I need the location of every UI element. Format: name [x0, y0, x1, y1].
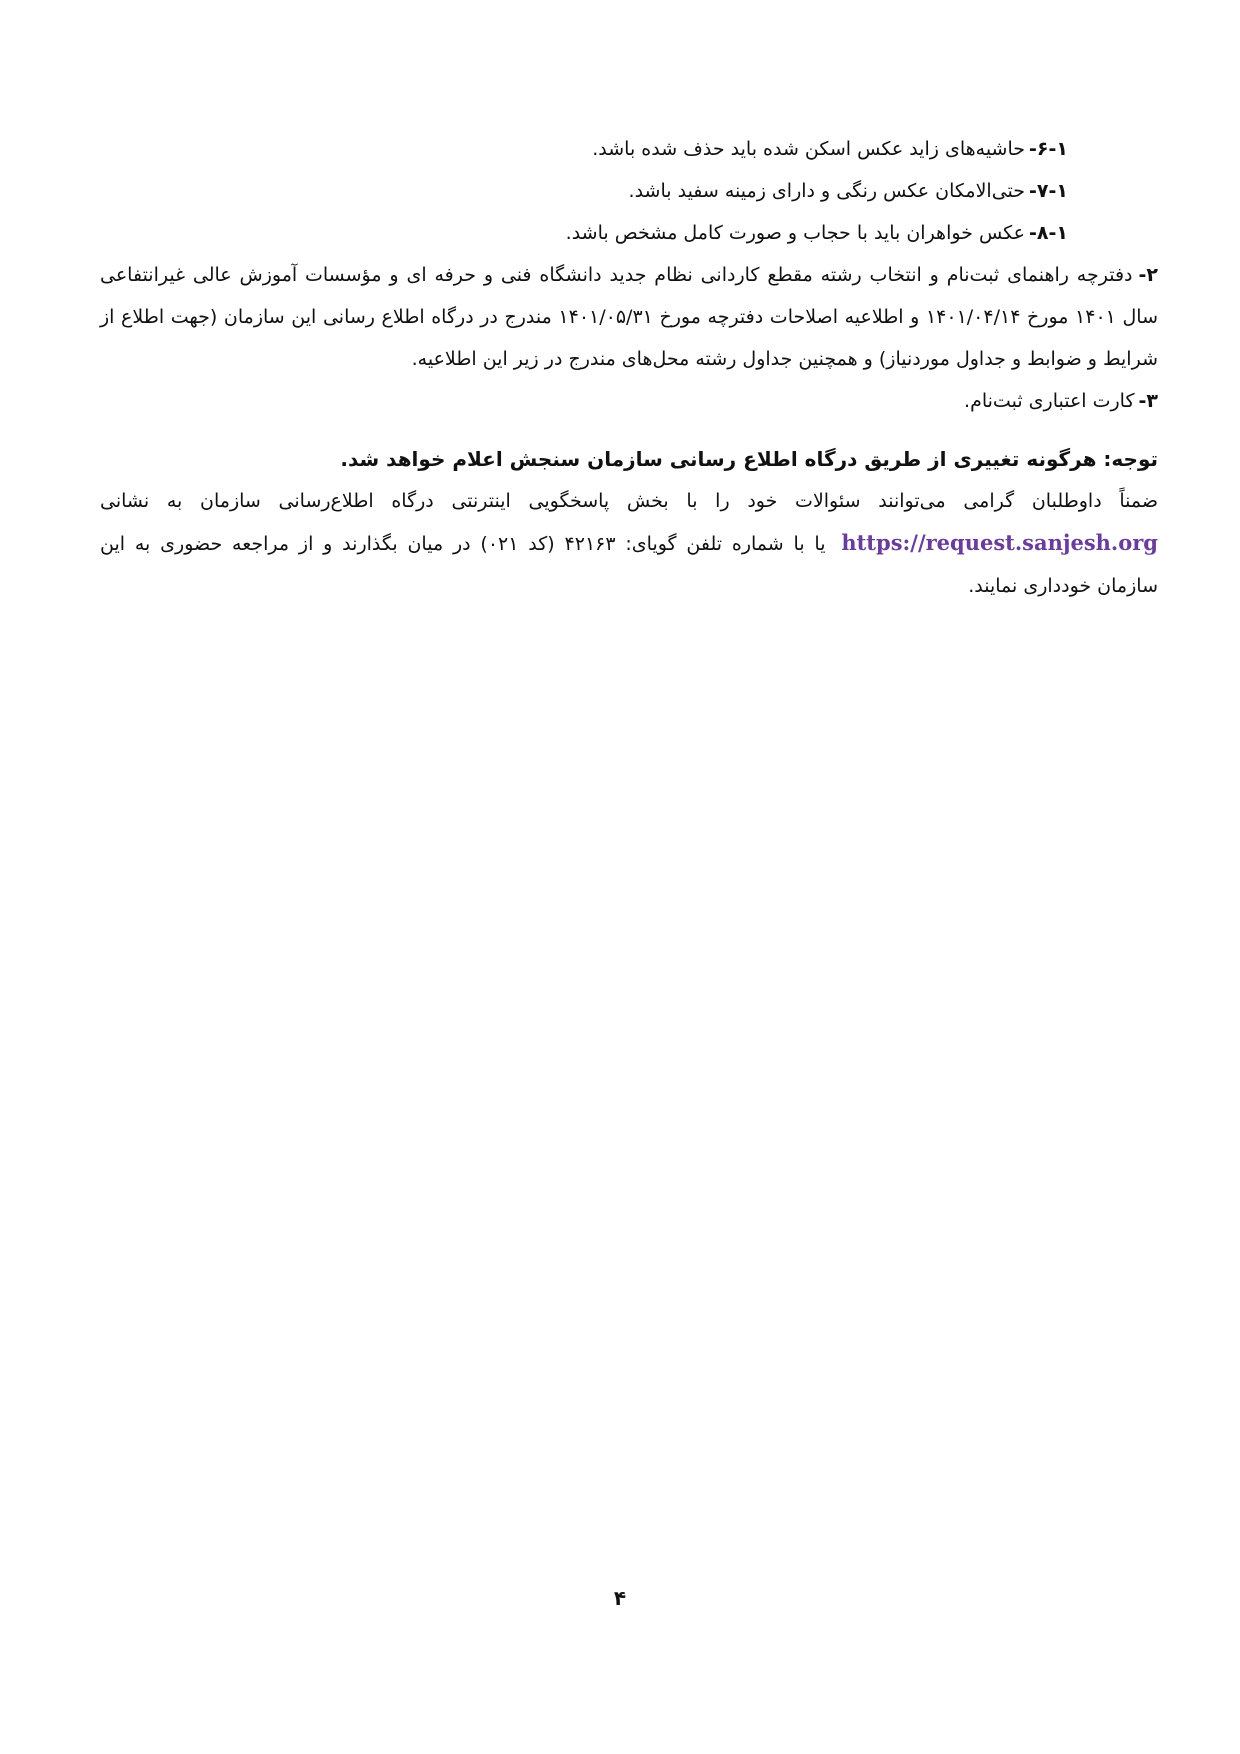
- list-item-1-6: [100, 128, 1158, 170]
- list-item-1-8: [100, 212, 1158, 254]
- item-text: عکس خواهران باید با حجاب و صورت کامل مشخص باشد.: [565, 222, 1026, 244]
- document-body: [100, 128, 1158, 607]
- page-number: ۴: [613, 1586, 627, 1610]
- item-text: حاشیه‌های زاید عکس اسکن شده باید حذف شده باشد.: [592, 138, 1026, 160]
- item-number: ۲-: [1138, 264, 1158, 286]
- contact-text-before: ضمناً داوطلبان گرامی می‌توانند سئوالات خود را با بخش پاسخگویی اینترنتی درگاه اطلاع‌رسانی سازمان به نشانی: [100, 490, 1158, 512]
- contact-paragraph: [100, 480, 1158, 607]
- item-text: دفترچه راهنمای ثبت‌نام و انتخاب رشته مقطع کاردانی نظام جدید دانشگاه فنی و حرفه ای و مؤسسات آموزش عالی غیرانتفاعی سال ۱۴۰۱ مورخ ۱۴۰۱/۰۴/۱۴ و اطلاعیه اصلاحات دفترچه مورخ ۱۴۰۱/۰۵/۳۱ مندرج در درگاه اطلاع رسانی این سازمان (جهت اطلاع از شرایط و ضوابط و جداول موردنیاز) و همچنین جداول رشته محل‌های مندرج در زیر این اطلاعیه.: [100, 264, 1158, 370]
- list-item-2: [100, 254, 1158, 380]
- item-number: ۸-۱-: [1029, 222, 1068, 244]
- notice-text: هرگونه تغییری از طریق درگاه اطلاع رسانی سازمان سنجش اعلام خواهد شد.: [340, 447, 1097, 471]
- list-item-1-7: [100, 170, 1158, 212]
- list-item-3: [100, 380, 1158, 422]
- notice: [100, 438, 1158, 480]
- notice-label: توجه:: [1103, 447, 1158, 471]
- contact-text-after: یا با شماره تلفن گویای: ۴۲۱۶۳ (کد ۰۲۱) در میان بگذارند و از مراجعه حضوری به این سازمان خودداری نمایند.: [100, 533, 1158, 597]
- item-text: کارت اعتباری ثبت‌نام.: [964, 390, 1135, 412]
- item-number: ۷-۱-: [1029, 180, 1068, 202]
- request-link[interactable]: https://request.sanjesh.org: [841, 530, 1158, 555]
- item-number: ۳-: [1138, 390, 1158, 412]
- item-number: ۶-۱-: [1029, 138, 1068, 160]
- item-text: حتی‌الامکان عکس رنگی و دارای زمینه سفید باشد.: [628, 180, 1026, 202]
